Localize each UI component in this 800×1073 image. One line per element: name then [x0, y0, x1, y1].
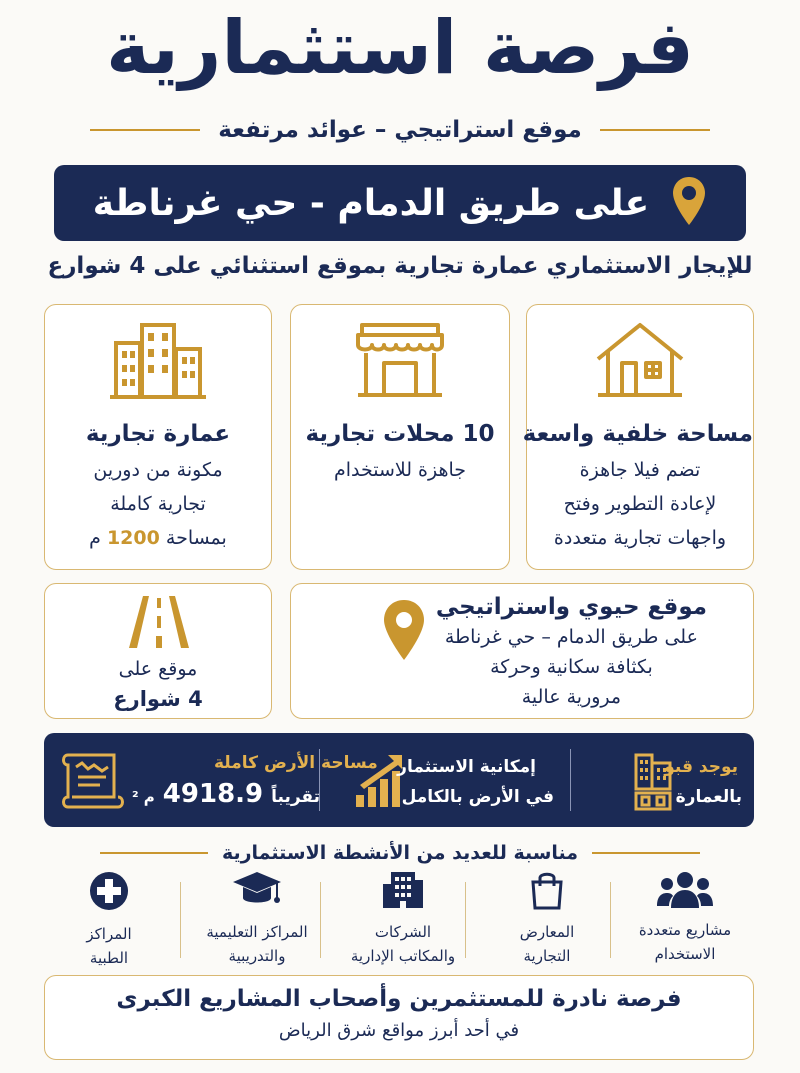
footer-box	[44, 975, 754, 1060]
streets-line: موقع على	[118, 658, 198, 680]
medical-cross-icon	[34, 870, 184, 916]
card-title: موقع حيوي واستراتيجي	[435, 594, 707, 620]
location-pin-icon	[381, 598, 427, 666]
stats-bar	[44, 733, 754, 827]
land-prefix: تقريباً	[271, 787, 321, 807]
card-line: مرورية عالية	[521, 686, 622, 708]
activity-label: الاستخدام	[654, 945, 716, 963]
activity-label: مشاريع متعددة	[638, 921, 732, 939]
card-line: واجهات تجارية متعددة	[553, 527, 727, 549]
activities-heading-row	[100, 838, 700, 868]
divider	[570, 749, 571, 811]
graduation-cap-icon	[182, 870, 332, 914]
card-backyard	[522, 304, 754, 570]
office-building-icon	[328, 870, 478, 914]
buildings-icon	[45, 319, 271, 405]
divider	[592, 852, 700, 854]
intro-text: للإيجار الاستثماري عمارة تجارية بموقع استثنائي على 4 شوارع	[47, 253, 753, 279]
road-icon	[127, 594, 191, 654]
activity-item	[472, 870, 622, 968]
area-unit: م	[89, 527, 101, 549]
land-value: 4918.9	[162, 779, 264, 809]
divider	[100, 852, 208, 854]
subtitle: موقع استراتيجي – عوائد مرتفعة	[218, 117, 582, 143]
subtitle-row	[90, 112, 710, 148]
basement-label: يوجد قبو	[664, 757, 738, 777]
divider	[600, 129, 710, 131]
card-title: 10 محلات تجارية	[305, 421, 495, 447]
area-prefix: بمساحة	[165, 527, 227, 549]
storefront-icon	[291, 319, 509, 405]
activity-item	[34, 870, 184, 970]
area-value: 1200	[106, 527, 160, 549]
invest-label: إمكانية الاستثمار	[397, 757, 536, 777]
card-line: جاهزة للاستخدام	[333, 459, 467, 481]
people-icon	[610, 870, 760, 912]
card-title: مساحة خلفية واسعة	[522, 421, 753, 447]
card-line: مكونة من دورين	[93, 459, 223, 481]
activity-label: والتدريبية	[228, 947, 286, 965]
activity-item	[610, 870, 760, 966]
location-banner	[54, 165, 746, 241]
activity-label: والمكاتب الإدارية	[350, 947, 456, 965]
activity-item	[182, 870, 332, 968]
activity-label: المعارض	[519, 923, 575, 941]
activity-label: المراكز	[86, 925, 132, 943]
card-strategic	[290, 583, 754, 719]
house-icon	[527, 319, 753, 405]
activity-label: التجارية	[523, 947, 571, 965]
activity-label: الطبية	[89, 949, 129, 967]
card-line: بكثافة سكانية وحركة	[490, 656, 653, 678]
land-area	[132, 779, 320, 809]
page-title: فرصة استثمارية	[106, 5, 694, 91]
card-streets	[44, 583, 272, 719]
card-title: عمارة تجارية	[85, 421, 231, 447]
activity-label: المراكز التعليمية	[206, 923, 308, 941]
divider	[90, 129, 200, 131]
land-label: مساحة الأرض كاملة	[214, 753, 378, 773]
card-line: لإعادة التطوير وفتح	[563, 493, 717, 515]
card-line: تجارية كاملة	[110, 493, 206, 515]
card-shops	[290, 304, 510, 570]
activities-heading: مناسبة للعديد من الأنشطة الاستثمارية	[221, 842, 579, 864]
activity-item	[328, 870, 478, 968]
land-unit: م ²	[132, 788, 155, 806]
invest-value: في الأرض بالكامل	[401, 787, 554, 807]
card-line: على طريق الدمام – حي غرناطة	[444, 626, 698, 648]
location-text: على طريق الدمام - حي غرناطة	[92, 182, 650, 224]
activity-label: الشركات	[374, 923, 432, 941]
location-pin-icon	[671, 175, 707, 231]
basement-value: بالعمارة	[675, 787, 742, 807]
card-area-line	[45, 521, 271, 555]
footer-title: فرصة نادرة للمستثمرين وأصحاب المشاريع الكبرى	[116, 986, 682, 1012]
land-deed-icon	[58, 747, 124, 815]
streets-count: 4 شوارع	[113, 687, 203, 711]
footer-subtitle: في أحد أبرز مواقع شرق الرياض	[278, 1020, 520, 1041]
card-building	[44, 304, 272, 570]
card-line: تضم فيلا جاهزة	[579, 459, 701, 481]
shopping-bag-icon	[472, 870, 622, 914]
